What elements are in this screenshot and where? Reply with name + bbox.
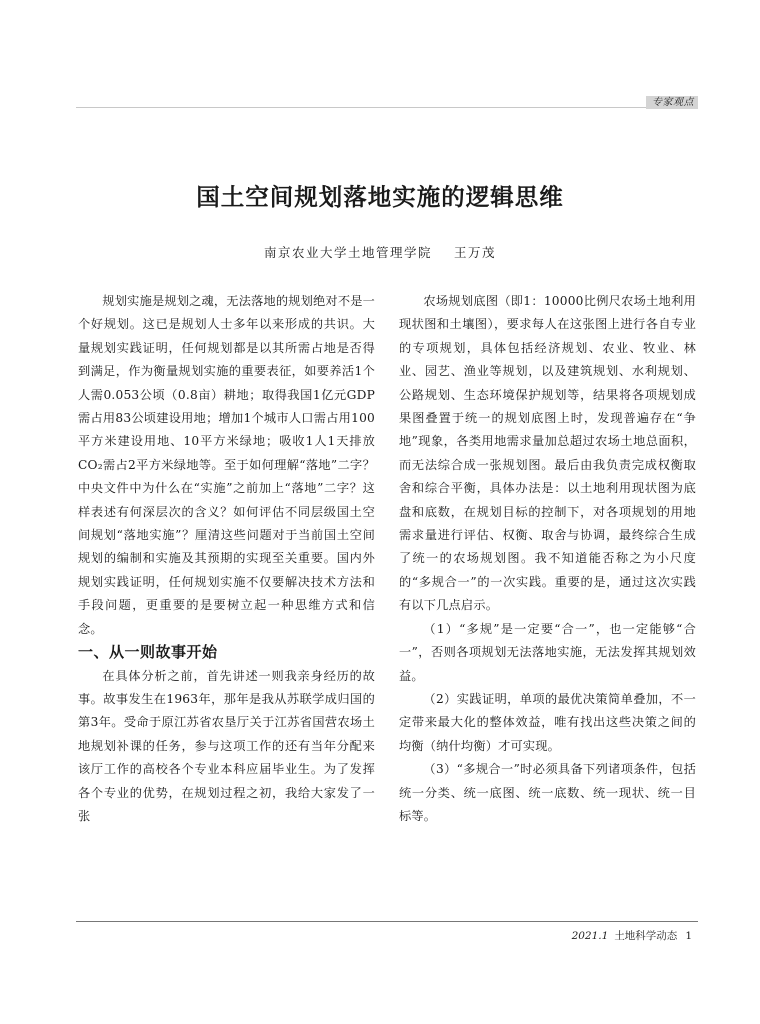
right-column: [399, 290, 696, 828]
page-footer: [572, 928, 692, 943]
paragraph: （2）实践证明，单项的最优决策简单叠加，不一定带来最大化的整体效益，唯有找出这些决策之间的均衡（纳什均衡）才可实现。: [399, 691, 696, 753]
section-heading: 一、从一则故事开始: [78, 643, 218, 662]
paragraph: 规划实施是规划之魂，无法落地的规划绝对不是一个好规划。这已是规划人士多年以来形成的共识。大量规划实践证明，任何规划都是以其所需占地是否得到满足，作为衡量规划实施的重要表征，如要养活1个人需0.053公顷（0.8亩）耕地；取得我国1亿元GDP需占用83公顷建设用地；增加1个城市人口需占用100平方米建设用地、10平方米绿地；吸收1人1天排放CO₂需占2平方米绿地等。至于如何理解“落地”二字？中央文件中为什么在“实施”之前加上“落地”二字？这样表述有何深层次的含义？如何评估不同层级国土空间规划“落地实施”？厘清这些问题对于当前国土空间规划的编制和实施及其预期的实现至关重要。国内外规划实践证明，任何规划实施不仅要解决技术方法和手段问题，更重要的是要树立起一种思维方式和信念。: [78, 294, 375, 636]
byline: [0, 243, 760, 261]
section-tag: 专家观点: [646, 96, 698, 109]
author-name: 王万茂: [454, 245, 497, 260]
paragraph: 农场规划底图（即1：10000比例尺农场土地利用现状图和土壤图），要求每人在这张图上进行各自专业的专项规划，具体包括经济规划、农业、牧业、林业、园艺、渔业等规划，以及建筑规划、水利规划、公路规划、生态环境保护规划等，结果将各项规划成果图叠置于统一的规划底图上时，发现普遍存在“争地”现象，各类用地需求量加总超过农场土地总面积，而无法综合成一张规划图。最后由我负责完成权衡取舍和综合平衡，具体办法是：以土地利用现状图为底盘和底数，在规划目标的控制下，对各项规划的用地需求量进行评估、权衡、取舍与协调，最终综合生成了统一的农场规划图。我不知道能否称之为小尺度的“多规合一”的一次实践。重要的是，通过这次实践有以下几点启示。: [399, 294, 696, 613]
page-number: 1: [685, 930, 692, 942]
paragraph: （1）“多规”是一定要“合一”，也一定能够“合一”，否则各项规划无法落地实施，无法发挥其规划效益。: [399, 621, 696, 683]
footer-journal: 土地科学动态: [614, 930, 678, 942]
left-column: [78, 290, 375, 828]
author-affiliation: 南京农业大学土地管理学院: [263, 245, 432, 260]
paragraph: （3）“多规合一”时必须具备下列诸项条件，包括统一分类、统一底图、统一底数、统一现状、统一目标等。: [399, 762, 696, 823]
header-rule: [76, 107, 698, 108]
article-title: 国土空间规划落地实施的逻辑思维: [196, 183, 564, 211]
footer-issue: 2021.1: [571, 930, 609, 942]
footer-rule: [76, 921, 698, 922]
paragraph: 在具体分析之前，首先讲述一则我亲身经历的故事。故事发生在1963年，那年是我从苏联学成归国的第3年。受命于原江苏省农垦厅关于江苏省国营农场土地规划补课的任务，参与这项工作的还有当年分配来该厅工作的高校各个专业本科应届毕业生。为了发挥各个专业的优势，在规划过程之初，我给大家发了一张: [78, 668, 375, 823]
